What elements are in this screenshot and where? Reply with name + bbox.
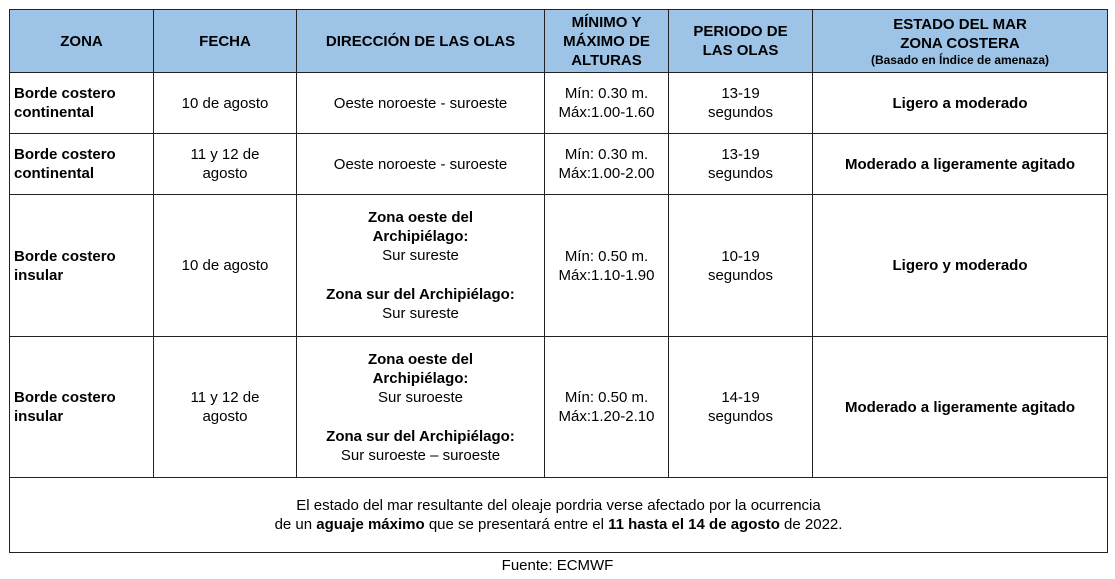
source-caption: Fuente: ECMWF — [501, 557, 614, 574]
periodo-range: 14-19 — [721, 389, 760, 406]
cell-alturas — [545, 73, 669, 134]
header-alturas-line: MÁXIMO DE — [563, 32, 650, 50]
cell-periodo — [669, 337, 813, 478]
header-periodo — [669, 10, 813, 73]
periodo-unit: segundos — [707, 266, 774, 284]
table-row — [10, 134, 1108, 195]
cell-direccion — [297, 195, 545, 337]
note-emphasis: aguaje máximo — [316, 516, 425, 533]
periodo-range: 10-19 — [721, 247, 760, 265]
fecha-line: 10 de agosto — [181, 257, 269, 274]
zona-line: Borde costero — [14, 146, 116, 163]
alturas-max: Máx:1.20-2.10 — [558, 408, 655, 425]
spacer — [301, 265, 540, 285]
header-row — [10, 10, 1108, 73]
direccion-zone-title: Archipiélago: — [372, 228, 469, 245]
fecha-line: agosto — [202, 165, 248, 182]
header-periodo-line: PERIODO DE — [693, 23, 788, 40]
alturas-max: Máx:1.00-2.00 — [558, 165, 655, 182]
note-line-2 — [14, 515, 1103, 534]
header-estado-subtitle: (Basado en Índice de amenaza) — [870, 52, 1050, 67]
direccion-zone-value: Sur suroeste – suroeste — [340, 446, 501, 464]
cell-fecha — [154, 337, 297, 478]
header-fecha: FECHA — [154, 10, 297, 73]
cell-estado: Ligero y moderado — [813, 195, 1108, 337]
direccion-zone-title: Zona sur del Archipiélago: — [326, 427, 515, 445]
note-text: que se presentará entre el — [424, 516, 609, 533]
cell-periodo — [669, 134, 813, 195]
zona-line: continental — [14, 165, 95, 182]
alturas-min: Mín: 0.50 m. — [564, 247, 649, 265]
zona-line: insular — [14, 266, 64, 284]
note-text: de un — [274, 516, 317, 533]
cell-zona — [10, 195, 154, 337]
periodo-range: 13-19 — [721, 146, 760, 163]
fecha-line: 10 de agosto — [181, 94, 269, 112]
direccion-zone-title: Archipiélago: — [372, 369, 469, 387]
note-line-1: El estado del mar resultante del oleaje pordria verse afectado por la ocurrencia — [296, 497, 821, 514]
cell-zona — [10, 134, 154, 195]
header-estado-line: ZONA COSTERA — [900, 34, 1020, 52]
cell-estado: Moderado a ligeramente agitado — [813, 337, 1108, 478]
wave-forecast-table — [9, 9, 1108, 553]
direccion-zone-value: Sur sureste — [382, 305, 459, 322]
periodo-range: 13-19 — [721, 85, 760, 102]
cell-direccion: Oeste noroeste - suroeste — [297, 134, 545, 195]
header-estado — [813, 10, 1108, 73]
cell-direccion — [297, 337, 545, 478]
periodo-unit: segundos — [707, 408, 774, 425]
alturas-max: Máx:1.10-1.90 — [558, 266, 655, 284]
cell-estado: Ligero a moderado — [813, 73, 1108, 134]
fecha-line: 11 y 12 de — [190, 389, 260, 406]
zona-line: insular — [14, 408, 64, 425]
direccion-zone-title: Zona sur del Archipiélago: — [326, 286, 515, 303]
header-alturas — [545, 10, 669, 73]
periodo-unit: segundos — [707, 165, 774, 182]
alturas-min: Mín: 0.50 m. — [564, 389, 649, 406]
note-text: de 2022. — [779, 516, 843, 533]
header-estado-line: ESTADO DEL MAR — [893, 15, 1027, 33]
cell-alturas — [545, 337, 669, 478]
cell-periodo — [669, 195, 813, 337]
table-row — [10, 337, 1108, 478]
cell-fecha — [154, 195, 297, 337]
cell-fecha — [154, 73, 297, 134]
cell-periodo — [669, 73, 813, 134]
note-cell — [10, 478, 1108, 553]
cell-alturas — [545, 195, 669, 337]
cell-zona — [10, 337, 154, 478]
cell-estado: Moderado a ligeramente agitado — [813, 134, 1108, 195]
alturas-min: Mín: 0.30 m. — [564, 85, 649, 102]
direccion-zone-value: Sur sureste — [382, 247, 459, 264]
zona-line: Borde costero — [14, 85, 116, 102]
spacer — [301, 407, 540, 427]
cell-fecha — [154, 134, 297, 195]
table-row — [10, 195, 1108, 337]
cell-direccion: Oeste noroeste - suroeste — [297, 73, 545, 134]
header-periodo-line: LAS OLAS — [702, 42, 779, 59]
direccion-zone-title: Zona oeste del — [367, 350, 474, 368]
alturas-min: Mín: 0.30 m. — [564, 146, 649, 163]
fecha-line: 11 y 12 de — [190, 146, 260, 163]
periodo-unit: segundos — [707, 104, 774, 121]
zona-line: Borde costero — [14, 389, 116, 406]
zona-line: continental — [14, 104, 95, 121]
table-row — [10, 73, 1108, 134]
cell-zona — [10, 73, 154, 134]
header-alturas-line: MÍNIMO Y — [571, 13, 642, 31]
zona-line: Borde costero — [14, 247, 116, 265]
direccion-zone-title: Zona oeste del — [367, 209, 474, 226]
header-alturas-line: ALTURAS — [571, 51, 642, 69]
direccion-zone-value: Sur suroeste — [377, 388, 464, 406]
header-zona: ZONA — [10, 10, 154, 73]
note-row — [10, 478, 1108, 553]
fecha-line: agosto — [202, 408, 248, 425]
alturas-max: Máx:1.00-1.60 — [558, 104, 655, 121]
header-direccion: DIRECCIÓN DE LAS OLAS — [297, 10, 545, 73]
note-emphasis: 11 hasta el 14 de agosto — [608, 516, 780, 533]
cell-alturas — [545, 134, 669, 195]
